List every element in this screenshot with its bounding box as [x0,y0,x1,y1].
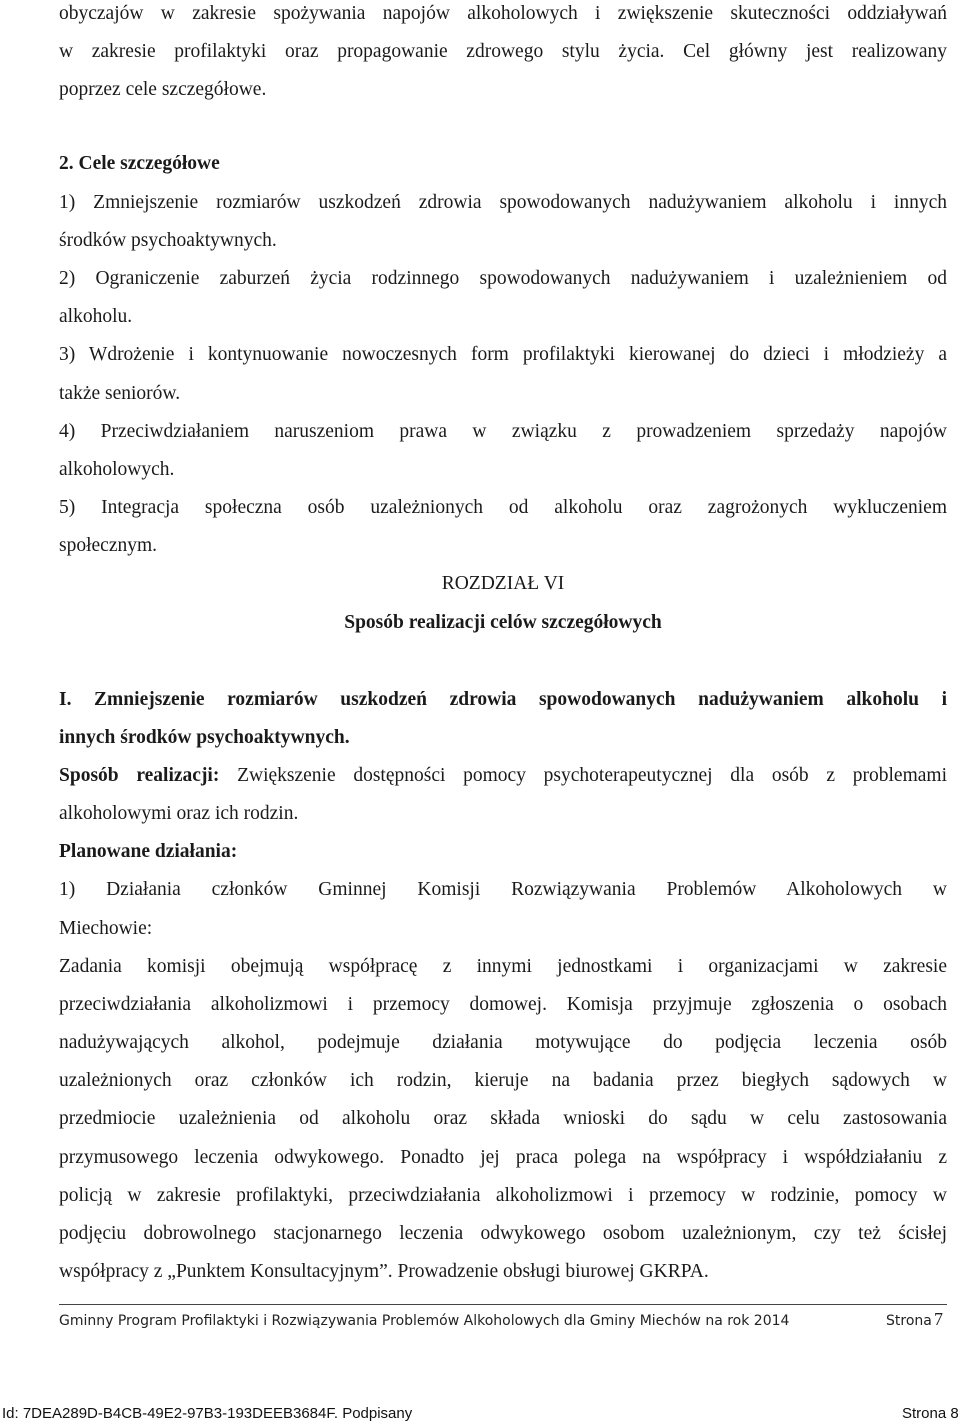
body-line-9: współpracy z „Punktem Konsultacyjnym”. Prowadzenie obsługi biurowej GKRPA. [59,1261,709,1282]
goal-1-line-2: środków psychoaktywnych. [59,230,277,251]
chapter-title: Sposób realizacji celów szczegółowych [344,612,662,633]
goal-2-line-2: alkoholu. [59,306,133,327]
part-1-heading-line-2: innych środków psychoaktywnych. [59,727,350,748]
chapter-number: ROZDZIAŁ VI [441,573,565,594]
intro-line-2: w zakresie profilaktyki oraz propagowanie zdrowego stylu życia. Cel główny jest realizowany [59,41,947,62]
goal-2-line-1: 2) Ograniczenie zaburzeń życia rodzinnego spowodowanych nadużywaniem i uzależnieniem od [59,268,947,289]
body-line-7: policją w zakresie profilaktyki, przeciwdziałania alkoholizmowi i przemocy w rodzinie, pomocy w [59,1185,947,1206]
action-1-line-2: Miechowie: [59,918,153,939]
footer-divider [59,1304,947,1305]
goal-4-line-1: 4) Przeciwdziałaniem naruszeniom prawa w związku z prowadzeniem sprzedaży napojów [59,421,947,442]
method-label: Sposób realizacji: [59,765,220,786]
method-line-2: alkoholowymi oraz ich rodzin. [59,803,299,824]
goal-4-line-2: alkoholowych. [59,459,175,480]
body-line-8: podjęciu dobrowolnego stacjonarnego leczenia odwykowego osobom uzależnionym, czy też ścisłej [59,1223,947,1244]
goal-3-line-1: 3) Wdrożenie i kontynuowanie nowoczesnych form profilaktyki kierowanej do dzieci i młodzieży a [59,344,947,365]
goal-3-line-2: także seniorów. [59,383,181,404]
goal-5-line-2: społecznym. [59,535,158,556]
goal-1-line-1: 1) Zmniejszenie rozmiarów uszkodzeń zdrowia spowodowanych nadużywaniem alkoholu i innych [59,192,947,213]
footer-page-label: Strona [886,1313,932,1329]
goal-5-line-1: 5) Integracja społeczna osób uzależnionych od alkoholu oraz zagrożonych wykluczeniem [59,497,947,518]
body-line-6: przymusowego leczenia odwykowego. Ponadto jej praca polega na współpracy i współdziałaniu z [59,1147,947,1168]
body-line-2: przeciwdziałania alkoholizmowi i przemocy domowej. Komisja przyjmuje zgłoszenia o osobach [59,994,947,1015]
body-line-4: uzależnionych oraz członków ich rodzin, kieruje na badania przez biegłych sądowych w [59,1070,947,1091]
intro-line-3: poprzez cele szczegółowe. [59,79,267,100]
body-line-5: przedmiocie uzależnienia od alkoholu oraz składa wnioski do sądu w celu zastosowania [59,1108,947,1129]
intro-line-1: obyczajów w zakresie spożywania napojów alkoholowych i zwiększenie skuteczności oddziaływań [59,3,947,24]
body-line-3: nadużywających alkohol, podejmuje działania motywujące do podjęcia leczenia osób [59,1032,947,1053]
section-heading: 2. Cele szczegółowe [59,153,220,174]
action-1-line-1: 1) Działania członków Gminnej Komisji Rozwiązywania Problemów Alkoholowych w [59,879,947,900]
signed-page-number: Strona 8 [902,1405,959,1422]
part-1-heading-line-1: I. Zmniejszenie rozmiarów uszkodzeń zdrowia spowodowanych nadużywaniem alkoholu i [59,689,947,710]
method-text: Zwiększenie dostępności pomocy psychoterapeutycznej dla osób z problemami [219,765,947,786]
method-line-1 [59,764,947,788]
footer-program-title: Gminny Program Profilaktyki i Rozwiązywania Problemów Alkoholowych dla Gminy Miechów na rok 2014 [59,1313,790,1329]
body-line-1: Zadania komisji obejmują współpracę z innymi jednostkami i organizacjami w zakresie [59,956,947,977]
planned-actions-label: Planowane działania: [59,841,238,862]
footer-page-number: 7 [934,1309,943,1329]
document-id: Id: 7DEA289D-B4CB-49E2-97B3-193DEEB3684F. Podpisany [2,1405,413,1422]
